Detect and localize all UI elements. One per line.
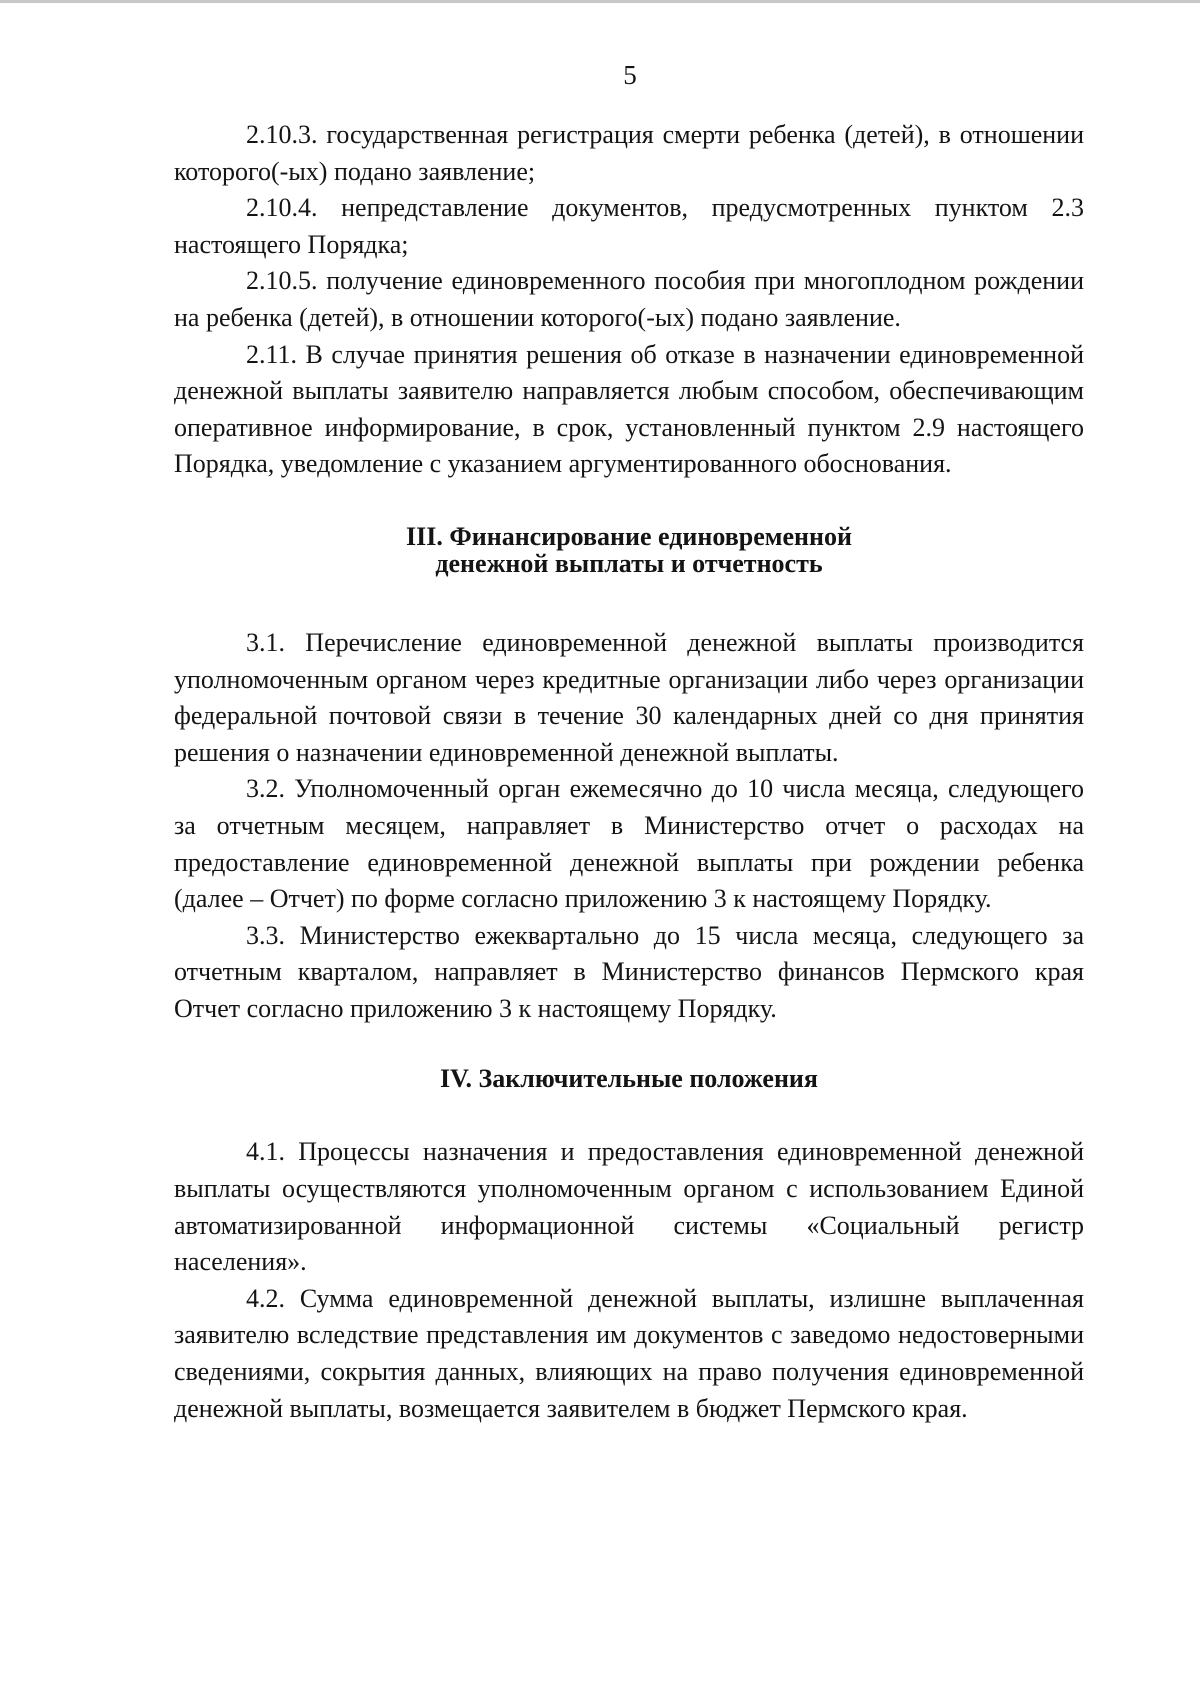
paragraph-2-10-4: 2.10.4. непредставление документов, предусмотренных пунктом 2.3 настоящего Порядка; bbox=[174, 193, 1084, 259]
section-3-heading-line2: денежной выплаты и отчетность bbox=[435, 548, 823, 578]
paragraph-4-2: 4.2. Сумма единовременной денежной выплаты, излишне выплаченная заявителю вследствие представления им документов с заведомо недостоверными сведениями, сокрытия данных, влияющих на право получения единовременной денежной выплаты, возмещается заявителем в бюджет Пермского края. bbox=[174, 1283, 1084, 1423]
paragraph-3-2: 3.2. Уполномоченный орган ежемесячно до 10 числа месяца, следующего за отчетным месяцем, направляет в Министерство отчет о расходах на предоставление единовременной денежной выплаты при рождении ребенка (далее – Отчет) по форме согласно приложению 3 к настоящему Порядку. bbox=[174, 774, 1084, 914]
paragraph-2-10-3: 2.10.3. государственная регистрация смерти ребенка (детей), в отношении которого(-ых) подано заявление; bbox=[174, 120, 1084, 186]
section-3-heading bbox=[174, 523, 1084, 577]
section-3-heading-line1: III. Финансирование единовременной bbox=[406, 521, 852, 551]
paragraph-2-11: 2.11. В случае принятия решения об отказе в назначении единовременной денежной выплаты заявителю направляется любым способом, обеспечивающим оперативное информирование, в срок, установленный пунктом 2.9 настоящего Порядка, уведомление с указанием аргументированного обоснования. bbox=[174, 339, 1084, 479]
section-4-heading bbox=[174, 1065, 1084, 1092]
paragraph-4-1: 4.1. Процессы назначения и предоставления единовременной денежной выплаты осуществляются уполномоченным органом с использованием Единой автоматизированной информационной системы «Социальный регистр населения». bbox=[174, 1137, 1084, 1277]
paragraph-3-1: 3.1. Перечисление единовременной денежной выплаты производится уполномоченным органом через кредитные организации либо через организации федеральной почтовой связи в течение 30 календарных дней со дня принятия решения о назначении единовременной денежной выплаты. bbox=[174, 627, 1084, 767]
paragraph-3-3: 3.3. Министерство ежеквартально до 15 числа месяца, следующего за отчетным кварталом, направляет в Министерство финансов Пермского края Отчет согласно приложению 3 к настоящему Порядку. bbox=[174, 920, 1084, 1023]
paragraph-2-10-5: 2.10.5. получение единовременного пособия при многоплодном рождении на ребенка (детей), в отношении которого(-ых) подано заявление. bbox=[174, 266, 1084, 332]
page-edge bbox=[0, 0, 1200, 3]
section-4-heading-text: IV. Заключительные положения bbox=[440, 1064, 818, 1094]
page-number: 5 bbox=[623, 60, 637, 90]
document-body bbox=[174, 117, 1084, 1427]
